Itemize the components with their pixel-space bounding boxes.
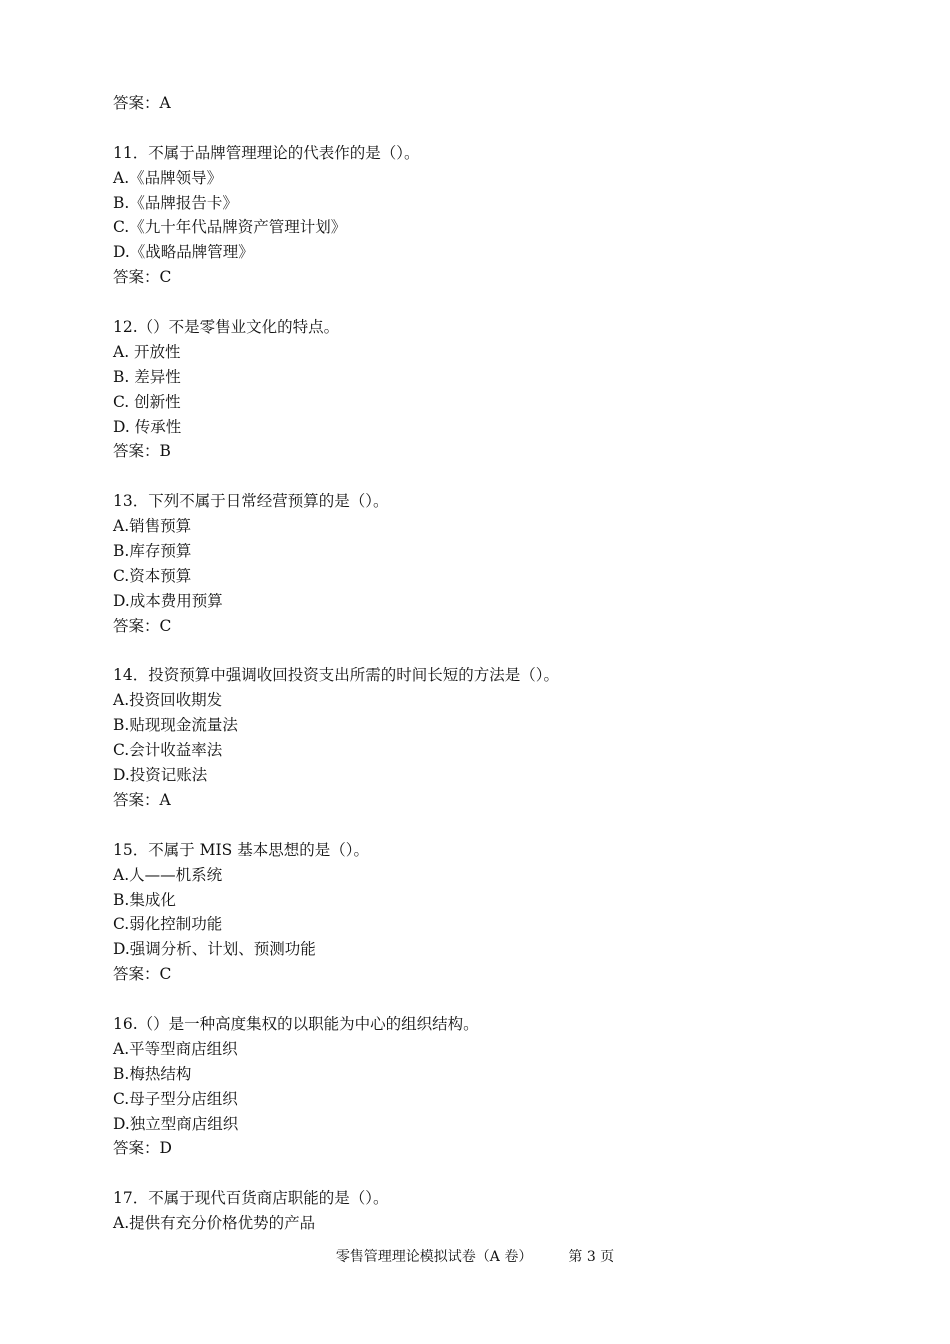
question-15: 15．不属于 MIS 基本思想的是（）。 — [113, 840, 369, 859]
answer-line: 答案：D — [113, 1139, 172, 1158]
option-line: C. 创新性 — [113, 392, 181, 411]
answer-line: 答案：C — [113, 268, 172, 287]
question-13: 13．下列不属于日常经营预算的是（）。 — [113, 492, 389, 511]
option-line: D. 传承性 — [113, 417, 182, 436]
page-number: 第 3 页 — [568, 1249, 615, 1265]
option-line: D.《战略品牌管理》 — [113, 243, 254, 262]
blank-line — [113, 1161, 853, 1186]
question-17: 17．不属于现代百货商店职能的是（）。 — [113, 1189, 389, 1208]
question-16: 16.（）是一种高度集权的以职能为中心的组织结构。 — [113, 1014, 479, 1033]
question-11: 11．不属于品牌管理理论的代表作的是（）。 — [113, 143, 420, 162]
answer-line: 答案：A — [113, 94, 171, 112]
option-line: A.提供有充分价格优势的产品 — [113, 1214, 316, 1233]
blank-line — [113, 639, 853, 664]
blank-line — [113, 290, 853, 315]
option-line: B.集成化 — [113, 890, 176, 909]
question-14: 14．投资预算中强调收回投资支出所需的时间长短的方法是（）。 — [113, 666, 559, 685]
blank-line — [113, 813, 853, 838]
option-line: C.弱化控制功能 — [113, 915, 223, 934]
option-line: B.梅热结构 — [113, 1064, 192, 1083]
answer-line: 答案：A — [113, 790, 171, 809]
option-line: A. 开放性 — [113, 342, 181, 361]
answer-line: 答案：C — [113, 616, 172, 635]
option-line: C.会计收益率法 — [113, 741, 223, 760]
exam-content — [113, 91, 853, 1236]
option-line: B.《品牌报告卡》 — [113, 193, 238, 212]
option-line: C.资本预算 — [113, 566, 192, 585]
option-line: A.《品牌领导》 — [113, 168, 223, 187]
option-line: D.强调分析、计划、预测功能 — [113, 940, 316, 959]
option-line: A.人——机系统 — [113, 865, 223, 884]
option-line: C.《九十年代品牌资产管理计划》 — [113, 218, 347, 237]
option-line: A.平等型商店组织 — [113, 1039, 238, 1058]
option-line: A.投资回收期发 — [113, 691, 223, 710]
question-12: 12.（）不是零售业文化的特点。 — [113, 318, 340, 337]
option-line: B.贴现现金流量法 — [113, 716, 238, 735]
option-line: A.销售预算 — [113, 517, 192, 536]
blank-line — [113, 464, 853, 489]
blank-line — [113, 987, 853, 1012]
option-line: D.独立型商店组织 — [113, 1114, 239, 1133]
option-line: C.母子型分店组织 — [113, 1089, 238, 1108]
option-line: D.成本费用预算 — [113, 591, 223, 610]
page-footer — [0, 1247, 950, 1267]
answer-line: 答案：C — [113, 965, 172, 984]
option-line: B. 差异性 — [113, 367, 181, 386]
option-line: D.投资记账法 — [113, 766, 208, 785]
footer-title: 零售管理理论模拟试卷（A 卷） — [335, 1249, 533, 1265]
option-line: B.库存预算 — [113, 542, 192, 561]
blank-line — [113, 116, 853, 141]
answer-line: 答案：B — [113, 442, 171, 461]
